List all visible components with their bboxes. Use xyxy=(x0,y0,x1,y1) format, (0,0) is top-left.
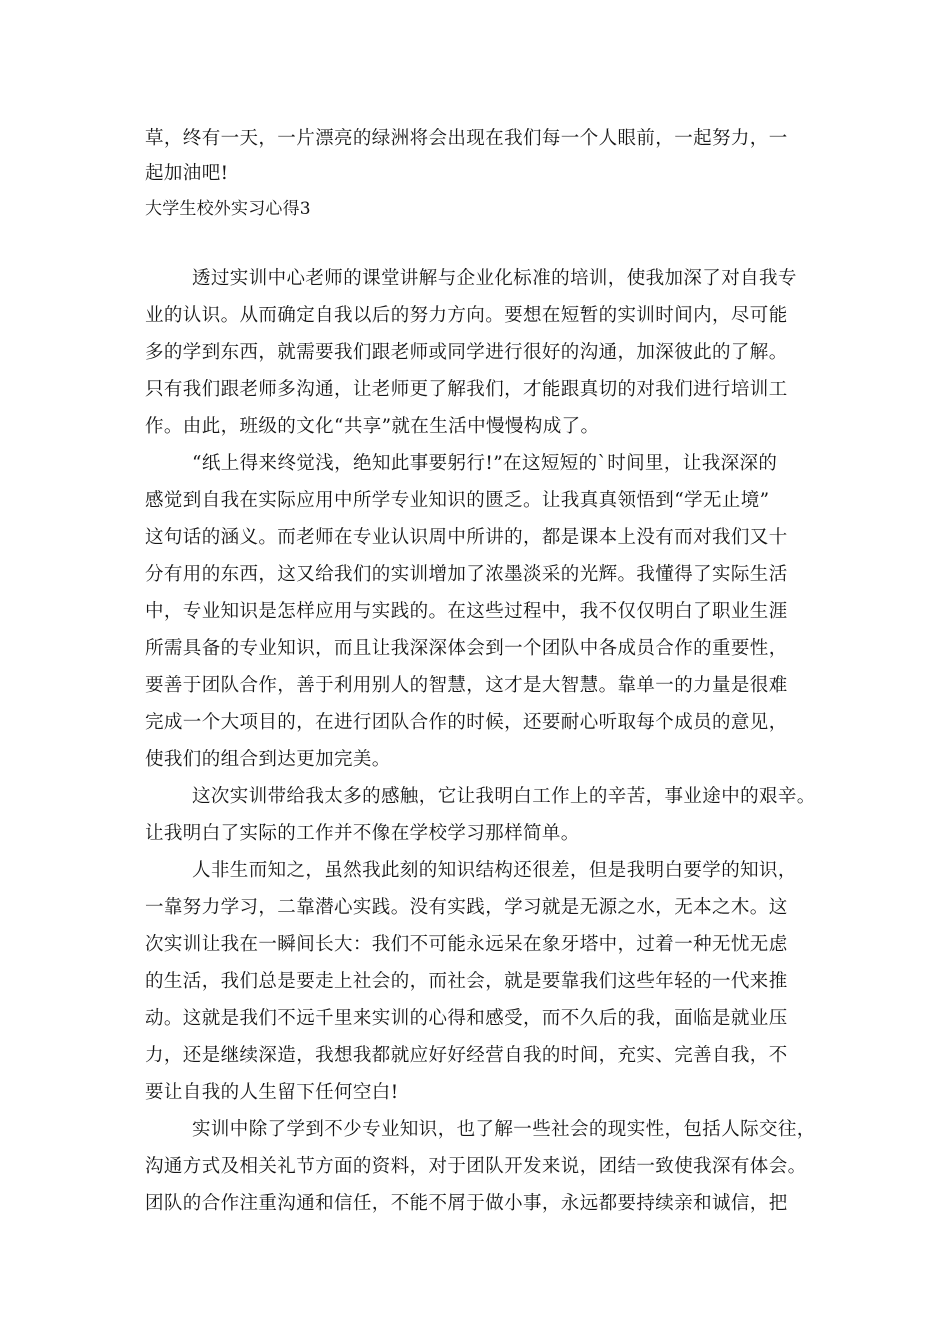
paragraph-line: 这次实训带给我太多的感触，它让我明白工作上的辛苦，事业途中的艰辛。 xyxy=(192,786,816,807)
paragraph-line: 分有用的东西，这又给我们的实训增加了浓墨淡采的光辉。我懂得了实际生活 xyxy=(145,564,788,585)
paragraph-line: 要让自我的人生留下任何空白! xyxy=(145,1082,399,1103)
paragraph-line: 让我明白了实际的工作并不像在学校学习那样简单。 xyxy=(145,823,580,844)
paragraph-line: 透过实训中心老师的课堂讲解与企业化标准的培训，使我加深了对自我专 xyxy=(192,268,797,289)
paragraph-line: 只有我们跟老师多沟通，让老师更了解我们，才能跟真切的对我们进行培训工 xyxy=(145,379,788,400)
paragraph-line: 中，专业知识是怎样应用与实践的。在这些过程中，我不仅仅明白了职业生涯 xyxy=(145,601,788,622)
paragraph-line: 业的认识。从而确定自我以后的努力方向。要想在短暂的实训时间内，尽可能 xyxy=(145,305,788,326)
paragraph-line: 这句话的涵义。而老师在专业认识周中所讲的，都是课本上没有而对我们又十 xyxy=(145,527,788,548)
paragraph-line: 感觉到自我在实际应用中所学专业知识的匮乏。让我真真领悟到“学无止境” xyxy=(145,490,770,511)
paragraph-line: 完成一个大项目的，在进行团队合作的时候，还要耐心听取每个成员的意见， xyxy=(145,712,788,733)
paragraph-line: “纸上得来终觉浅，绝知此事要躬行!”在这短短的`时间里，让我深深的 xyxy=(192,453,778,474)
paragraph-line: 要善于团队合作，善于利用别人的智慧，这才是大智慧。靠单一的力量是很难 xyxy=(145,675,788,696)
paragraph-line: 一靠努力学习，二靠潜心实践。没有实践，学习就是无源之水，无本之木。这 xyxy=(145,897,788,918)
paragraph-line: 的生活，我们总是要走上社会的，而社会，就是要靠我们这些年轻的一代来推 xyxy=(145,971,788,992)
paragraph-line: 次实训让我在一瞬间长大：我们不可能永远呆在象牙塔中，过着一种无忧无虑 xyxy=(145,934,788,955)
paragraph-line: 人非生而知之，虽然我此刻的知识结构还很差，但是我明白要学的知识， xyxy=(192,860,797,881)
paragraph-line: 力，还是继续深造，我想我都就应好好经营自我的时间，充实、完善自我，不 xyxy=(145,1045,788,1066)
paragraph-line: 草，终有一天，一片漂亮的绿洲将会出现在我们每一个人眼前，一起努力，一 xyxy=(145,128,788,149)
paragraph-line: 实训中除了学到不少专业知识，也了解一些社会的现实性，包括人际交往， xyxy=(192,1119,816,1140)
paragraph-line: 所需具备的专业知识，而且让我深深体会到一个团队中各成员合作的重要性， xyxy=(145,638,788,659)
paragraph-line: 使我们的组合到达更加完美。 xyxy=(145,749,391,770)
paragraph-line: 沟通方式及相关礼节方面的资料，对于团队开发来说，团结一致使我深有体会。 xyxy=(145,1156,807,1177)
paragraph-line: 团队的合作注重沟通和信任，不能不屑于做小事，永远都要持续亲和诚信，把 xyxy=(145,1193,788,1214)
paragraph-line: 多的学到东西，就需要我们跟老师或同学进行很好的沟通，加深彼此的了解。 xyxy=(145,342,788,363)
paragraph-line: 起加油吧! xyxy=(145,163,229,184)
section-title: 大学生校外实习心得3 xyxy=(145,199,311,219)
paragraph-line: 作。由此，班级的文化“共享”就在生活中慢慢构成了。 xyxy=(145,416,600,437)
paragraph-line: 动。这就是我们不远千里来实训的心得和感受，而不久后的我，面临是就业压 xyxy=(145,1008,788,1029)
